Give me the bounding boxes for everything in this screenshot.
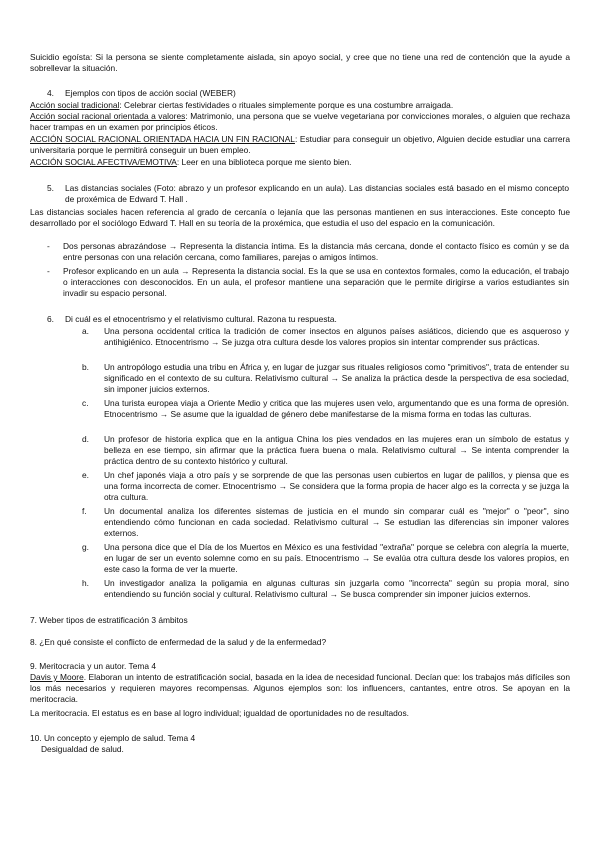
culture-item-b: Un antropólogo estudia una tribu en África y, en lugar de juzgar sus rituales religiosos como "primitivos", trata de entender su significado en el contexto de su cultura. Relativismo cultural → Se analiza la práctica desde la perspectiva de esa sociedad, sin imponer juicios externos. [104,362,569,394]
question-5-title: Las distancias sociales (Foto: abrazo y un profesor explicando en un aula). Las distancias sociales está basado en el mismo concepto de proxémica de Edward T. Hall . [65,183,569,204]
weber-action-affective [30,157,570,168]
question-5-number: 5. [47,183,54,193]
meritocracy-definition: La meritocracia. El estatus es en base al logro individual; igualdad de oportunidades no de resultados. [30,708,409,718]
question-10-answer: Desigualdad de salud. [41,744,124,754]
item-letter: c. [82,398,89,408]
item-letter: d. [82,434,89,444]
weber-action-goal [30,134,570,156]
weber-action-label: ACCIÓN SOCIAL RACIONAL ORIENTADA HACIA UN FIN RACIONAL [30,134,295,144]
question-7-heading: 7. Weber tipos de estratificación 3 ámbitos [30,615,188,625]
egoistic-suicide-text: Si la persona se siente completamente aislada, sin apoyo social, y cree que no tiene una red de contención que la ayude a sobrellevar la situación. [30,52,570,73]
question-6-number: 6. [47,314,54,324]
weber-action-label: Acción social tradicional [30,100,120,110]
item-letter: h. [82,578,89,588]
egoistic-suicide-paragraph [30,52,570,74]
question-8-heading: 8. ¿En qué consiste el conflicto de enfermedad de la salud y de la enfermedad? [30,637,327,647]
question-9-heading: 9. Meritocracia y un autor. Tema 4 [30,661,156,671]
proxemics-bullet-teacher: Profesor explicando en un aula → Representa la distancia social. Es la que se usa en contextos formales, como la educación, el trabajo o interacciones con desconocidos. En un aula, el profesor mantiene una separación que le permite dirigirse a varios estudiantes sin invadir su espacio personal. [63,266,569,298]
culture-item-g: Una persona dice que el Día de los Muertos en México es una festividad "extraña" porque se celebra con alegría la muerte, en lugar de ser un evento solemne como en su país. Etnocentrismo → Se evalúa otra cultura desde los valores propios, en este caso la forma de ver la muerte. [104,542,569,574]
culture-item-d: Un profesor de historia explica que en la antigua China los pies vendados en las mujeres eran un símbolo de estatus y belleza en ese tiempo, sin afirmar que la práctica fuera buena o mala. Relativismo cultural → Se intenta comprender la práctica dentro de su contexto histórico y cultural. [104,434,569,466]
item-letter: a. [82,326,89,336]
weber-action-label: Acción social racional orientada a valores [30,111,186,121]
meritocracy-text: . Elaboran un intento de estratificación social, basada en la idea de necesidad funcional. Decían que: los trabajos más difíciles son los más necesarios y requieren mayores recompensas. Algunos ejemplos son: los influencers, cantantes, entre otros. Se apoyan en la meritocracia. [30,672,570,704]
question-4-heading [47,88,567,99]
weber-action-text: : Celebrar ciertas festividades o rituales simplemente porque es una costumbre arraigada. [119,100,454,110]
item-letter: g. [82,542,89,552]
item-letter: f. [82,506,87,516]
weber-action-label: ACCIÓN SOCIAL AFECTIVA/EMOTIVA [30,157,177,167]
question-4-title: Ejemplos con tipos de acción social (WEBER) [65,88,236,98]
question-4-number: 4. [47,88,54,98]
proxemics-bullet-hug: Dos personas abrazándose → Representa la distancia íntima. Es la distancia más cercana, donde el contacto físico es común y se da entre personas con una relación cercana, como familiares, parejas o amigos íntimos. [63,241,569,262]
egoistic-suicide-label: Suicidio egoísta: [30,52,93,62]
question-5-intro: Las distancias sociales hacen referencia al grado de cercanía o lejanía que las personas mantienen en sus interacciones. Este concepto fue desarrollado por el sociólogo Edward T. Hall en su teoría de la proxémica, que estudia el uso del espacio en la comunicación. [30,207,570,228]
question-10-heading: 10. Un concepto y ejemplo de salud. Tema 4 [30,733,196,743]
culture-item-h: Un investigador analiza la poligamia en algunas culturas sin juzgarla como "incorrecta" según su propia moral, sino entendiendo su función social y cultural. Relativismo cultural → Se busca comprender sin imponer juicios externos. [104,578,569,599]
weber-action-text: : Matrimonio, una persona que se vuelve vegetariana por convicciones morales, o alguien que rechaza hacer trampas en un examen por principios éticos. [30,111,570,132]
bullet-mark: - [47,266,50,276]
culture-item-c: Una turista europea viaja a Oriente Medio y critica que las mujeres usen velo, argumentando que es una forma de opresión. Etnocentrismo → Se asume que la igualdad de género debe manifestarse de la misma forma en todas las culturas. [104,398,569,419]
weber-action-text: : Leer en una biblioteca porque me siento bien. [176,157,352,167]
weber-action-text: : Estudiar para conseguir un objetivo, Alguien decide estudiar una carrera universitaria porque le permitirá conseguir un buen empleo. [30,134,570,155]
bullet-mark: - [47,241,50,251]
question-6-heading [47,314,567,325]
question-6-title: Di cuál es el etnocentrismo y el relativismo cultural. Razona tu respuesta. [65,314,337,324]
culture-item-a: Una persona occidental critica la tradición de comer insectos en algunos países asiáticos, diciendo que es asqueroso y antihigiénico. Etnocentrismo → Se juzga otra cultura desde los valores propios sin intentar comprender sus prácticas. [104,326,569,347]
culture-item-f: Un documental analiza los diferentes sistemas de justicia en el mundo sin comparar cuál es "mejor" o "peor", sino entendiendo cómo funcionan en cada sociedad. Relativismo cultural → Se estudian las diferencias sin imponer valores externos. [104,506,569,538]
weber-action-values [30,111,570,133]
davis-moore-author: Davis y Moore [30,672,84,682]
weber-action-traditional [30,100,570,111]
meritocracy-paragraph [30,672,570,705]
item-letter: e. [82,470,89,480]
question-5-heading [47,183,569,205]
item-letter: b. [82,362,89,372]
culture-item-e: Un chef japonés viaja a otro país y se sorprende de que las personas usen cubiertos en lugar de palillos, y piensa que es una forma incorrecta de comer. Etnocentrismo → Se considera que la forma propia de hacer algo es la correcta y se juzga la otra cultura. [104,470,569,502]
